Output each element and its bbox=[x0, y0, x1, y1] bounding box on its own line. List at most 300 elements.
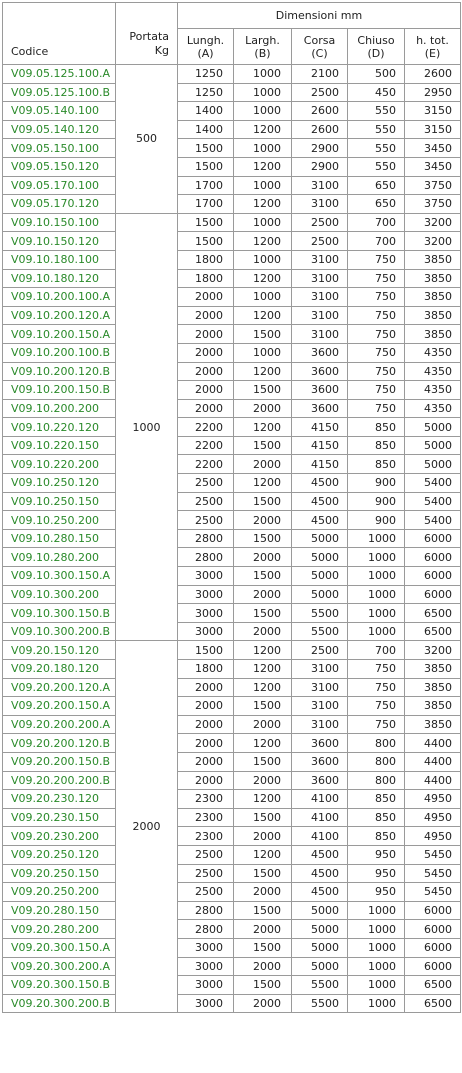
table-row bbox=[3, 864, 461, 883]
cell-largh: 2000 bbox=[234, 920, 292, 939]
cell-codice: V09.20.200.120.B bbox=[3, 734, 116, 753]
cell-corsa: 5000 bbox=[292, 567, 348, 586]
cell-corsa: 3100 bbox=[292, 306, 348, 325]
dimensioni-header: Dimensioni mm bbox=[178, 3, 461, 29]
table-row bbox=[3, 511, 461, 530]
cell-largh: 1200 bbox=[234, 362, 292, 381]
cell-codice: V09.20.200.150.B bbox=[3, 752, 116, 771]
cell-htot: 6500 bbox=[405, 604, 461, 623]
cell-htot: 3850 bbox=[405, 697, 461, 716]
cell-chiuso: 1000 bbox=[348, 938, 405, 957]
table-row bbox=[3, 660, 461, 679]
cell-lungh: 1800 bbox=[178, 250, 234, 269]
cell-chiuso: 750 bbox=[348, 678, 405, 697]
cell-largh: 1500 bbox=[234, 529, 292, 548]
cell-codice: V09.10.200.100.B bbox=[3, 343, 116, 362]
cell-htot: 4400 bbox=[405, 752, 461, 771]
cell-htot: 3850 bbox=[405, 288, 461, 307]
cell-codice: V09.10.280.200 bbox=[3, 548, 116, 567]
cell-codice: V09.20.250.150 bbox=[3, 864, 116, 883]
cell-lungh: 2800 bbox=[178, 548, 234, 567]
cell-lungh: 1400 bbox=[178, 102, 234, 121]
cell-corsa: 3100 bbox=[292, 250, 348, 269]
cell-chiuso: 750 bbox=[348, 660, 405, 679]
cell-corsa: 3100 bbox=[292, 660, 348, 679]
cell-chiuso: 650 bbox=[348, 195, 405, 214]
cell-largh: 1000 bbox=[234, 213, 292, 232]
cell-largh: 1500 bbox=[234, 976, 292, 995]
cell-htot: 6000 bbox=[405, 548, 461, 567]
cell-corsa: 5000 bbox=[292, 957, 348, 976]
cell-codice: V09.10.220.120 bbox=[3, 418, 116, 437]
cell-largh: 1000 bbox=[234, 102, 292, 121]
table-row bbox=[3, 752, 461, 771]
cell-codice: V09.10.300.200.B bbox=[3, 622, 116, 641]
cell-lungh: 2000 bbox=[178, 343, 234, 362]
cell-htot: 3750 bbox=[405, 176, 461, 195]
cell-largh: 1500 bbox=[234, 436, 292, 455]
table-row bbox=[3, 715, 461, 734]
table-row bbox=[3, 325, 461, 344]
cell-codice: V09.20.200.120.A bbox=[3, 678, 116, 697]
cell-largh: 1200 bbox=[234, 845, 292, 864]
table-body bbox=[3, 65, 461, 1013]
cell-htot: 4350 bbox=[405, 362, 461, 381]
cell-lungh: 3000 bbox=[178, 957, 234, 976]
cell-corsa: 3100 bbox=[292, 678, 348, 697]
table-row bbox=[3, 548, 461, 567]
cell-codice: V09.10.300.150.A bbox=[3, 567, 116, 586]
cell-lungh: 2500 bbox=[178, 474, 234, 493]
cell-htot: 6000 bbox=[405, 529, 461, 548]
cell-chiuso: 850 bbox=[348, 418, 405, 437]
table-row bbox=[3, 269, 461, 288]
cell-largh: 1500 bbox=[234, 604, 292, 623]
cell-htot: 5450 bbox=[405, 864, 461, 883]
table-row bbox=[3, 771, 461, 790]
cell-codice: V09.20.200.200.A bbox=[3, 715, 116, 734]
cell-codice: V09.05.140.120 bbox=[3, 120, 116, 139]
cell-lungh: 2500 bbox=[178, 845, 234, 864]
table-row bbox=[3, 83, 461, 102]
cell-chiuso: 1000 bbox=[348, 957, 405, 976]
cell-lungh: 2200 bbox=[178, 418, 234, 437]
cell-largh: 1000 bbox=[234, 65, 292, 84]
col-unit: (B) bbox=[254, 46, 271, 60]
cell-chiuso: 550 bbox=[348, 120, 405, 139]
cell-lungh: 2500 bbox=[178, 883, 234, 902]
cell-codice: V09.20.300.150.A bbox=[3, 938, 116, 957]
cell-codice: V09.05.125.100.A bbox=[3, 65, 116, 84]
cell-largh: 1000 bbox=[234, 288, 292, 307]
cell-chiuso: 750 bbox=[348, 715, 405, 734]
cell-lungh: 2000 bbox=[178, 678, 234, 697]
cell-lungh: 3000 bbox=[178, 622, 234, 641]
cell-largh: 1200 bbox=[234, 474, 292, 493]
cell-largh: 1200 bbox=[234, 641, 292, 660]
cell-codice: V09.10.200.150.B bbox=[3, 381, 116, 400]
cell-codice: V09.10.220.150 bbox=[3, 436, 116, 455]
col-header-chiuso bbox=[348, 29, 405, 65]
cell-lungh: 3000 bbox=[178, 567, 234, 586]
cell-lungh: 2800 bbox=[178, 529, 234, 548]
cell-htot: 2950 bbox=[405, 83, 461, 102]
cell-htot: 4350 bbox=[405, 343, 461, 362]
cell-largh: 2000 bbox=[234, 622, 292, 641]
cell-lungh: 2000 bbox=[178, 697, 234, 716]
cell-largh: 2000 bbox=[234, 715, 292, 734]
cell-corsa: 4150 bbox=[292, 436, 348, 455]
table-row bbox=[3, 436, 461, 455]
cell-codice: V09.20.300.150.B bbox=[3, 976, 116, 995]
cell-codice: V09.05.150.100 bbox=[3, 139, 116, 158]
cell-chiuso: 900 bbox=[348, 474, 405, 493]
cell-corsa: 5000 bbox=[292, 920, 348, 939]
cell-chiuso: 750 bbox=[348, 362, 405, 381]
cell-largh: 1500 bbox=[234, 864, 292, 883]
cell-chiuso: 1000 bbox=[348, 585, 405, 604]
cell-lungh: 3000 bbox=[178, 585, 234, 604]
cell-corsa: 3600 bbox=[292, 399, 348, 418]
cell-lungh: 2200 bbox=[178, 455, 234, 474]
cell-largh: 1500 bbox=[234, 938, 292, 957]
cell-largh: 2000 bbox=[234, 585, 292, 604]
cell-corsa: 3600 bbox=[292, 343, 348, 362]
table-row bbox=[3, 343, 461, 362]
cell-htot: 2600 bbox=[405, 65, 461, 84]
table-row bbox=[3, 641, 461, 660]
cell-codice: V09.20.230.150 bbox=[3, 808, 116, 827]
cell-lungh: 2500 bbox=[178, 864, 234, 883]
cell-htot: 6000 bbox=[405, 901, 461, 920]
cell-lungh: 1400 bbox=[178, 120, 234, 139]
codice-header: Codice bbox=[3, 3, 116, 65]
cell-chiuso: 1000 bbox=[348, 604, 405, 623]
cell-lungh: 2200 bbox=[178, 436, 234, 455]
cell-largh: 2000 bbox=[234, 399, 292, 418]
cell-chiuso: 850 bbox=[348, 455, 405, 474]
col-unit: (D) bbox=[367, 46, 385, 60]
cell-chiuso: 650 bbox=[348, 176, 405, 195]
cell-corsa: 3100 bbox=[292, 195, 348, 214]
cell-largh: 1500 bbox=[234, 381, 292, 400]
cell-codice: V09.05.170.120 bbox=[3, 195, 116, 214]
cell-codice: V09.10.250.150 bbox=[3, 492, 116, 511]
cell-lungh: 2500 bbox=[178, 492, 234, 511]
cell-largh: 1000 bbox=[234, 343, 292, 362]
cell-htot: 5400 bbox=[405, 511, 461, 530]
table-row bbox=[3, 567, 461, 586]
cell-corsa: 3600 bbox=[292, 362, 348, 381]
cell-chiuso: 900 bbox=[348, 511, 405, 530]
cell-corsa: 2900 bbox=[292, 157, 348, 176]
col-unit: (E) bbox=[424, 46, 441, 60]
cell-lungh: 2000 bbox=[178, 715, 234, 734]
cell-corsa: 5000 bbox=[292, 585, 348, 604]
cell-codice: V09.10.250.200 bbox=[3, 511, 116, 530]
table-row bbox=[3, 976, 461, 995]
cell-htot: 3450 bbox=[405, 139, 461, 158]
cell-htot: 4350 bbox=[405, 381, 461, 400]
cell-htot: 4400 bbox=[405, 734, 461, 753]
cell-codice: V09.20.230.120 bbox=[3, 790, 116, 809]
cell-htot: 6000 bbox=[405, 920, 461, 939]
cell-corsa: 5500 bbox=[292, 622, 348, 641]
cell-largh: 1200 bbox=[234, 269, 292, 288]
cell-codice: V09.10.200.100.A bbox=[3, 288, 116, 307]
table-row bbox=[3, 827, 461, 846]
cell-corsa: 4500 bbox=[292, 474, 348, 493]
cell-htot: 3850 bbox=[405, 250, 461, 269]
cell-codice: V09.20.280.200 bbox=[3, 920, 116, 939]
cell-chiuso: 850 bbox=[348, 790, 405, 809]
table-row bbox=[3, 399, 461, 418]
col-header-corsa bbox=[292, 29, 348, 65]
cell-lungh: 2000 bbox=[178, 734, 234, 753]
cell-codice: V09.05.150.120 bbox=[3, 157, 116, 176]
cell-chiuso: 750 bbox=[348, 343, 405, 362]
cell-largh: 2000 bbox=[234, 827, 292, 846]
cell-htot: 5450 bbox=[405, 883, 461, 902]
cell-codice: V09.10.180.100 bbox=[3, 250, 116, 269]
cell-corsa: 5500 bbox=[292, 976, 348, 995]
cell-corsa: 4500 bbox=[292, 845, 348, 864]
cell-portata: 2000 bbox=[116, 641, 178, 1013]
table-row bbox=[3, 994, 461, 1013]
col-name: Largh. bbox=[245, 33, 280, 47]
cell-htot: 3850 bbox=[405, 269, 461, 288]
cell-chiuso: 800 bbox=[348, 771, 405, 790]
cell-codice: V09.05.170.100 bbox=[3, 176, 116, 195]
cell-lungh: 1500 bbox=[178, 641, 234, 660]
cell-chiuso: 500 bbox=[348, 65, 405, 84]
cell-corsa: 5500 bbox=[292, 604, 348, 623]
cell-chiuso: 1000 bbox=[348, 548, 405, 567]
cell-codice: V09.10.200.120.A bbox=[3, 306, 116, 325]
portata-header-line1: Portata bbox=[129, 30, 169, 43]
cell-largh: 1200 bbox=[234, 660, 292, 679]
cell-chiuso: 750 bbox=[348, 399, 405, 418]
cell-largh: 1500 bbox=[234, 697, 292, 716]
cell-codice: V09.20.180.120 bbox=[3, 660, 116, 679]
cell-lungh: 2300 bbox=[178, 827, 234, 846]
table-row bbox=[3, 120, 461, 139]
cell-lungh: 2000 bbox=[178, 381, 234, 400]
col-name: Lungh. bbox=[186, 33, 225, 47]
table-row bbox=[3, 529, 461, 548]
cell-corsa: 4150 bbox=[292, 418, 348, 437]
cell-corsa: 5000 bbox=[292, 548, 348, 567]
cell-htot: 5400 bbox=[405, 492, 461, 511]
cell-codice: V09.10.180.120 bbox=[3, 269, 116, 288]
cell-htot: 3450 bbox=[405, 157, 461, 176]
cell-lungh: 2000 bbox=[178, 325, 234, 344]
cell-htot: 3750 bbox=[405, 195, 461, 214]
cell-corsa: 4100 bbox=[292, 808, 348, 827]
cell-largh: 1500 bbox=[234, 752, 292, 771]
cell-chiuso: 700 bbox=[348, 641, 405, 660]
portata-header-line2: Kg bbox=[154, 44, 169, 57]
cell-chiuso: 800 bbox=[348, 734, 405, 753]
cell-largh: 1200 bbox=[234, 232, 292, 251]
table-row bbox=[3, 883, 461, 902]
cell-chiuso: 800 bbox=[348, 752, 405, 771]
cell-largh: 1200 bbox=[234, 734, 292, 753]
table-row bbox=[3, 288, 461, 307]
cell-htot: 3850 bbox=[405, 715, 461, 734]
table-row bbox=[3, 808, 461, 827]
cell-codice: V09.10.300.200 bbox=[3, 585, 116, 604]
cell-htot: 5000 bbox=[405, 455, 461, 474]
cell-chiuso: 1000 bbox=[348, 901, 405, 920]
cell-lungh: 3000 bbox=[178, 604, 234, 623]
table-row bbox=[3, 957, 461, 976]
cell-lungh: 2500 bbox=[178, 511, 234, 530]
cell-codice: V09.10.200.120.B bbox=[3, 362, 116, 381]
cell-lungh: 3000 bbox=[178, 976, 234, 995]
cell-htot: 3850 bbox=[405, 660, 461, 679]
cell-largh: 1500 bbox=[234, 901, 292, 920]
cell-htot: 4950 bbox=[405, 827, 461, 846]
cell-codice: V09.20.150.120 bbox=[3, 641, 116, 660]
col-header-lungh bbox=[178, 29, 234, 65]
table-row bbox=[3, 362, 461, 381]
cell-corsa: 3600 bbox=[292, 752, 348, 771]
cell-codice: V09.10.250.120 bbox=[3, 474, 116, 493]
cell-codice: V09.20.250.120 bbox=[3, 845, 116, 864]
cell-htot: 3850 bbox=[405, 306, 461, 325]
cell-htot: 6000 bbox=[405, 957, 461, 976]
cell-corsa: 4500 bbox=[292, 883, 348, 902]
cell-codice: V09.10.150.120 bbox=[3, 232, 116, 251]
cell-corsa: 2500 bbox=[292, 641, 348, 660]
table-row bbox=[3, 195, 461, 214]
cell-codice: V09.10.280.150 bbox=[3, 529, 116, 548]
cell-corsa: 5000 bbox=[292, 529, 348, 548]
cell-chiuso: 1000 bbox=[348, 622, 405, 641]
spec-table bbox=[2, 2, 461, 1013]
cell-largh: 1200 bbox=[234, 678, 292, 697]
cell-largh: 2000 bbox=[234, 511, 292, 530]
cell-htot: 6000 bbox=[405, 567, 461, 586]
cell-corsa: 5500 bbox=[292, 994, 348, 1013]
cell-chiuso: 950 bbox=[348, 883, 405, 902]
table-row bbox=[3, 418, 461, 437]
cell-lungh: 2000 bbox=[178, 306, 234, 325]
cell-largh: 1000 bbox=[234, 250, 292, 269]
cell-htot: 6500 bbox=[405, 622, 461, 641]
table-row bbox=[3, 381, 461, 400]
cell-corsa: 4500 bbox=[292, 511, 348, 530]
cell-codice: V09.20.280.150 bbox=[3, 901, 116, 920]
cell-htot: 6000 bbox=[405, 938, 461, 957]
cell-chiuso: 750 bbox=[348, 288, 405, 307]
table-row bbox=[3, 250, 461, 269]
table-row bbox=[3, 938, 461, 957]
cell-chiuso: 550 bbox=[348, 102, 405, 121]
cell-corsa: 2500 bbox=[292, 83, 348, 102]
cell-largh: 1000 bbox=[234, 83, 292, 102]
cell-lungh: 3000 bbox=[178, 938, 234, 957]
cell-codice: V09.10.300.150.B bbox=[3, 604, 116, 623]
cell-corsa: 2100 bbox=[292, 65, 348, 84]
table-row bbox=[3, 232, 461, 251]
col-header-htot bbox=[405, 29, 461, 65]
cell-chiuso: 1000 bbox=[348, 920, 405, 939]
cell-lungh: 1800 bbox=[178, 660, 234, 679]
table-row bbox=[3, 901, 461, 920]
cell-lungh: 2300 bbox=[178, 808, 234, 827]
cell-corsa: 4100 bbox=[292, 827, 348, 846]
cell-chiuso: 750 bbox=[348, 250, 405, 269]
cell-lungh: 2800 bbox=[178, 920, 234, 939]
cell-htot: 6000 bbox=[405, 585, 461, 604]
cell-codice: V09.20.300.200.A bbox=[3, 957, 116, 976]
cell-chiuso: 750 bbox=[348, 381, 405, 400]
table-row bbox=[3, 845, 461, 864]
cell-lungh: 2000 bbox=[178, 362, 234, 381]
cell-corsa: 2500 bbox=[292, 232, 348, 251]
col-header-largh bbox=[234, 29, 292, 65]
cell-largh: 1200 bbox=[234, 157, 292, 176]
cell-lungh: 1250 bbox=[178, 65, 234, 84]
cell-htot: 3850 bbox=[405, 325, 461, 344]
cell-htot: 5450 bbox=[405, 845, 461, 864]
col-name: Chiuso bbox=[357, 33, 395, 47]
cell-lungh: 1800 bbox=[178, 269, 234, 288]
cell-lungh: 1500 bbox=[178, 157, 234, 176]
cell-corsa: 3100 bbox=[292, 715, 348, 734]
cell-codice: V09.20.230.200 bbox=[3, 827, 116, 846]
table-row bbox=[3, 157, 461, 176]
cell-largh: 1000 bbox=[234, 139, 292, 158]
cell-largh: 1200 bbox=[234, 418, 292, 437]
cell-chiuso: 750 bbox=[348, 697, 405, 716]
cell-chiuso: 750 bbox=[348, 269, 405, 288]
cell-corsa: 3100 bbox=[292, 269, 348, 288]
cell-htot: 3200 bbox=[405, 213, 461, 232]
table-row bbox=[3, 306, 461, 325]
cell-htot: 6500 bbox=[405, 994, 461, 1013]
cell-corsa: 4500 bbox=[292, 492, 348, 511]
cell-htot: 4950 bbox=[405, 808, 461, 827]
cell-codice: V09.20.250.200 bbox=[3, 883, 116, 902]
cell-largh: 1200 bbox=[234, 195, 292, 214]
cell-lungh: 3000 bbox=[178, 994, 234, 1013]
cell-htot: 3150 bbox=[405, 120, 461, 139]
cell-codice: V09.05.140.100 bbox=[3, 102, 116, 121]
cell-corsa: 3100 bbox=[292, 176, 348, 195]
cell-htot: 4400 bbox=[405, 771, 461, 790]
cell-corsa: 2900 bbox=[292, 139, 348, 158]
cell-lungh: 1500 bbox=[178, 139, 234, 158]
cell-corsa: 3600 bbox=[292, 734, 348, 753]
table-row bbox=[3, 678, 461, 697]
cell-chiuso: 1000 bbox=[348, 529, 405, 548]
cell-largh: 1500 bbox=[234, 325, 292, 344]
cell-codice: V09.10.150.100 bbox=[3, 213, 116, 232]
cell-corsa: 4100 bbox=[292, 790, 348, 809]
cell-largh: 2000 bbox=[234, 883, 292, 902]
cell-corsa: 4150 bbox=[292, 455, 348, 474]
cell-largh: 1500 bbox=[234, 492, 292, 511]
table-row bbox=[3, 622, 461, 641]
cell-htot: 4950 bbox=[405, 790, 461, 809]
table-row bbox=[3, 734, 461, 753]
cell-portata: 500 bbox=[116, 65, 178, 214]
cell-htot: 3850 bbox=[405, 678, 461, 697]
table-row bbox=[3, 604, 461, 623]
